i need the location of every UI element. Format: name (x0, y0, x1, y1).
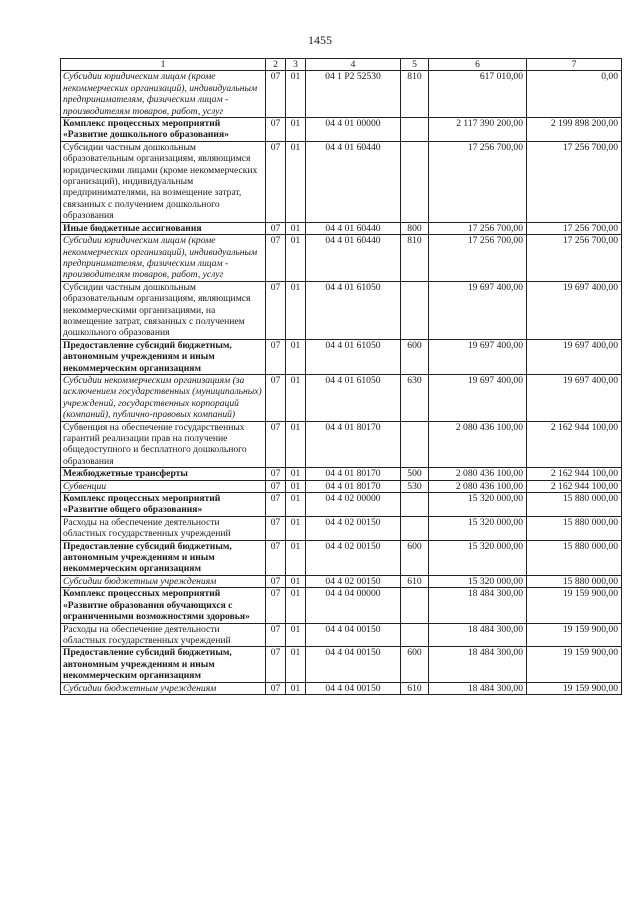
row-target-code-cell: 04 4 01 61050 (306, 281, 401, 339)
header-cell: 4 (306, 59, 401, 71)
row-amount-year1-cell: 18 484 300,00 (429, 647, 527, 682)
row-subsection-cell: 01 (286, 222, 306, 234)
row-amount-year1-cell: 2 117 390 200,00 (429, 118, 527, 142)
row-subsection-cell: 01 (286, 588, 306, 623)
row-subsection-cell: 01 (286, 623, 306, 647)
header-cell: 5 (401, 59, 429, 71)
table-row (61, 374, 622, 421)
row-target-code-cell: 04 4 01 80170 (306, 421, 401, 468)
row-amount-year1-cell: 2 080 436 100,00 (429, 468, 527, 480)
row-name-cell: Расходы на обеспечение деятельности областных государственных учреждений (61, 516, 266, 540)
row-amount-year1-cell: 19 697 400,00 (429, 374, 527, 421)
row-amount-year2-cell: 17 256 700,00 (527, 141, 622, 222)
row-amount-year2-cell: 19 159 900,00 (527, 647, 622, 682)
row-subsection-cell: 01 (286, 493, 306, 517)
row-target-code-cell: 04 4 02 00150 (306, 575, 401, 587)
row-section-cell: 07 (266, 575, 286, 587)
budget-table (60, 58, 622, 695)
row-name-cell: Комплекс процессных мероприятий «Развитие общего образования» (61, 493, 266, 517)
row-subsection-cell: 01 (286, 682, 306, 694)
row-section-cell: 07 (266, 623, 286, 647)
table-row (61, 235, 622, 282)
row-name-cell: Субсидии бюджетным учреждениям (61, 682, 266, 694)
row-target-code-cell: 04 4 04 00150 (306, 682, 401, 694)
row-expense-type-cell: 530 (401, 480, 429, 492)
row-section-cell: 07 (266, 374, 286, 421)
row-name-cell: Субсидии частным дошкольным образовательным организациям, являющимся юридическими лицами (кроме некоммерческих организаций), индивидуальным предпринимателями, на возмещение затрат, связанных с получением дошкольного образования (61, 141, 266, 222)
row-amount-year2-cell: 15 880 000,00 (527, 540, 622, 575)
row-expense-type-cell (401, 588, 429, 623)
table-header-row (61, 59, 622, 71)
row-name-cell: Субсидии бюджетным учреждениям (61, 575, 266, 587)
row-target-code-cell: 04 4 01 60440 (306, 235, 401, 282)
row-subsection-cell: 01 (286, 480, 306, 492)
row-name-cell: Субвенция на обеспечение государственных гарантий реализации прав на получение общедоступного и бесплатного дошкольного образования (61, 421, 266, 468)
row-target-code-cell: 04 4 04 00150 (306, 647, 401, 682)
row-subsection-cell: 01 (286, 141, 306, 222)
row-name-cell: Иные бюджетные ассигнования (61, 222, 266, 234)
row-amount-year1-cell: 17 256 700,00 (429, 235, 527, 282)
row-amount-year1-cell: 18 484 300,00 (429, 623, 527, 647)
row-amount-year1-cell: 2 080 436 100,00 (429, 480, 527, 492)
row-section-cell: 07 (266, 516, 286, 540)
row-section-cell: 07 (266, 647, 286, 682)
table-row (61, 480, 622, 492)
row-section-cell: 07 (266, 493, 286, 517)
table-row (61, 71, 622, 118)
row-section-cell: 07 (266, 141, 286, 222)
row-target-code-cell: 04 4 04 00150 (306, 623, 401, 647)
row-expense-type-cell: 810 (401, 71, 429, 118)
row-amount-year2-cell: 2 162 944 100,00 (527, 480, 622, 492)
row-section-cell: 07 (266, 118, 286, 142)
row-name-cell: Субсидии некоммерческим организациям (за исключением государственных (муниципальных) учреждений, государственных корпораций (компаний), публично-правовых компаний) (61, 374, 266, 421)
row-subsection-cell: 01 (286, 71, 306, 118)
row-target-code-cell: 04 4 01 80170 (306, 468, 401, 480)
table-row (61, 118, 622, 142)
row-target-code-cell: 04 4 01 60440 (306, 141, 401, 222)
row-name-cell: Комплекс процессных мероприятий «Развитие образования обучающихся с ограниченными возможностями здоровья» (61, 588, 266, 623)
row-amount-year1-cell: 15 320 000,00 (429, 493, 527, 517)
row-amount-year1-cell: 18 484 300,00 (429, 682, 527, 694)
row-amount-year1-cell: 15 320 000,00 (429, 540, 527, 575)
row-target-code-cell: 04 4 01 00000 (306, 118, 401, 142)
table-row (61, 623, 622, 647)
table-row (61, 516, 622, 540)
row-name-cell: Межбюджетные трансферты (61, 468, 266, 480)
row-expense-type-cell (401, 623, 429, 647)
row-amount-year2-cell: 0,00 (527, 71, 622, 118)
row-target-code-cell: 04 4 02 00000 (306, 493, 401, 517)
row-subsection-cell: 01 (286, 421, 306, 468)
table-row (61, 222, 622, 234)
row-subsection-cell: 01 (286, 647, 306, 682)
row-name-cell: Предоставление субсидий бюджетным, автономным учреждениям и иным некоммерческим организациям (61, 540, 266, 575)
header-cell: 2 (266, 59, 286, 71)
row-target-code-cell: 04 4 01 61050 (306, 339, 401, 374)
row-expense-type-cell: 800 (401, 222, 429, 234)
row-section-cell: 07 (266, 71, 286, 118)
row-amount-year1-cell: 15 320 000,00 (429, 575, 527, 587)
row-section-cell: 07 (266, 222, 286, 234)
row-amount-year2-cell: 2 162 944 100,00 (527, 421, 622, 468)
table-row (61, 468, 622, 480)
row-amount-year1-cell: 617 010,00 (429, 71, 527, 118)
header-cell: 6 (429, 59, 527, 71)
row-amount-year2-cell: 2 162 944 100,00 (527, 468, 622, 480)
row-expense-type-cell: 630 (401, 374, 429, 421)
row-amount-year2-cell: 19 159 900,00 (527, 623, 622, 647)
row-target-code-cell: 04 1 Р2 52530 (306, 71, 401, 118)
row-target-code-cell: 04 4 02 00150 (306, 516, 401, 540)
row-name-cell: Расходы на обеспечение деятельности областных государственных учреждений (61, 623, 266, 647)
table-row (61, 575, 622, 587)
row-expense-type-cell: 500 (401, 468, 429, 480)
row-name-cell: Субсидии юридическим лицам (кроме некоммерческих организаций), индивидуальным предпринимателям, физическим лицам - производителям товаров, работ, услуг (61, 235, 266, 282)
row-target-code-cell: 04 4 04 00000 (306, 588, 401, 623)
row-section-cell: 07 (266, 468, 286, 480)
row-name-cell: Субсидии частным дошкольным образовательным организациям, являющимся некоммерческими организациями, на возмещение затрат, связанных с получением дошкольного образования (61, 281, 266, 339)
table-row (61, 540, 622, 575)
row-name-cell: Предоставление субсидий бюджетным, автономным учреждениям и иным некоммерческим организациям (61, 647, 266, 682)
row-expense-type-cell (401, 421, 429, 468)
row-expense-type-cell (401, 118, 429, 142)
row-expense-type-cell: 610 (401, 575, 429, 587)
row-amount-year2-cell: 15 880 000,00 (527, 493, 622, 517)
table-row (61, 682, 622, 694)
row-amount-year2-cell: 17 256 700,00 (527, 235, 622, 282)
row-amount-year2-cell: 19 159 900,00 (527, 588, 622, 623)
row-section-cell: 07 (266, 480, 286, 492)
row-amount-year1-cell: 18 484 300,00 (429, 588, 527, 623)
row-section-cell: 07 (266, 339, 286, 374)
header-cell: 1 (61, 59, 266, 71)
row-amount-year1-cell: 19 697 400,00 (429, 281, 527, 339)
page-number: 1455 (308, 33, 332, 47)
header-cell: 3 (286, 59, 306, 71)
row-amount-year1-cell: 17 256 700,00 (429, 141, 527, 222)
row-amount-year2-cell: 19 697 400,00 (527, 339, 622, 374)
table-row (61, 493, 622, 517)
row-subsection-cell: 01 (286, 516, 306, 540)
row-amount-year2-cell: 2 199 898 200,00 (527, 118, 622, 142)
row-name-cell: Предоставление субсидий бюджетным, автономным учреждениям и иным некоммерческим организациям (61, 339, 266, 374)
row-amount-year2-cell: 15 880 000,00 (527, 575, 622, 587)
row-section-cell: 07 (266, 281, 286, 339)
row-subsection-cell: 01 (286, 540, 306, 575)
row-subsection-cell: 01 (286, 575, 306, 587)
row-amount-year2-cell: 19 159 900,00 (527, 682, 622, 694)
table-row (61, 339, 622, 374)
row-expense-type-cell (401, 141, 429, 222)
row-target-code-cell: 04 4 01 80170 (306, 480, 401, 492)
row-subsection-cell: 01 (286, 339, 306, 374)
row-subsection-cell: 01 (286, 374, 306, 421)
row-target-code-cell: 04 4 01 61050 (306, 374, 401, 421)
row-expense-type-cell: 610 (401, 682, 429, 694)
row-target-code-cell: 04 4 01 60440 (306, 222, 401, 234)
row-subsection-cell: 01 (286, 235, 306, 282)
row-expense-type-cell: 600 (401, 647, 429, 682)
row-expense-type-cell (401, 516, 429, 540)
row-amount-year1-cell: 19 697 400,00 (429, 339, 527, 374)
row-subsection-cell: 01 (286, 118, 306, 142)
row-amount-year2-cell: 19 697 400,00 (527, 281, 622, 339)
row-name-cell: Субсидии юридическим лицам (кроме некоммерческих организаций), индивидуальным предпринимателям, физическим лицам - производителям товаров, работ, услуг (61, 71, 266, 118)
row-name-cell: Субвенции (61, 480, 266, 492)
row-section-cell: 07 (266, 235, 286, 282)
header-cell: 7 (527, 59, 622, 71)
row-subsection-cell: 01 (286, 281, 306, 339)
row-amount-year1-cell: 2 080 436 100,00 (429, 421, 527, 468)
row-amount-year1-cell: 15 320 000,00 (429, 516, 527, 540)
table-row (61, 647, 622, 682)
table-row (61, 281, 622, 339)
row-target-code-cell: 04 4 02 00150 (306, 540, 401, 575)
row-expense-type-cell (401, 281, 429, 339)
row-expense-type-cell: 600 (401, 339, 429, 374)
table-row (61, 588, 622, 623)
row-subsection-cell: 01 (286, 468, 306, 480)
row-name-cell: Комплекс процессных мероприятий «Развитие дошкольного образования» (61, 118, 266, 142)
row-amount-year2-cell: 15 880 000,00 (527, 516, 622, 540)
row-amount-year1-cell: 17 256 700,00 (429, 222, 527, 234)
table-row (61, 421, 622, 468)
row-amount-year2-cell: 19 697 400,00 (527, 374, 622, 421)
table-row (61, 141, 622, 222)
row-amount-year2-cell: 17 256 700,00 (527, 222, 622, 234)
row-expense-type-cell (401, 493, 429, 517)
row-section-cell: 07 (266, 682, 286, 694)
row-section-cell: 07 (266, 421, 286, 468)
row-section-cell: 07 (266, 540, 286, 575)
row-expense-type-cell: 600 (401, 540, 429, 575)
row-section-cell: 07 (266, 588, 286, 623)
row-expense-type-cell: 810 (401, 235, 429, 282)
